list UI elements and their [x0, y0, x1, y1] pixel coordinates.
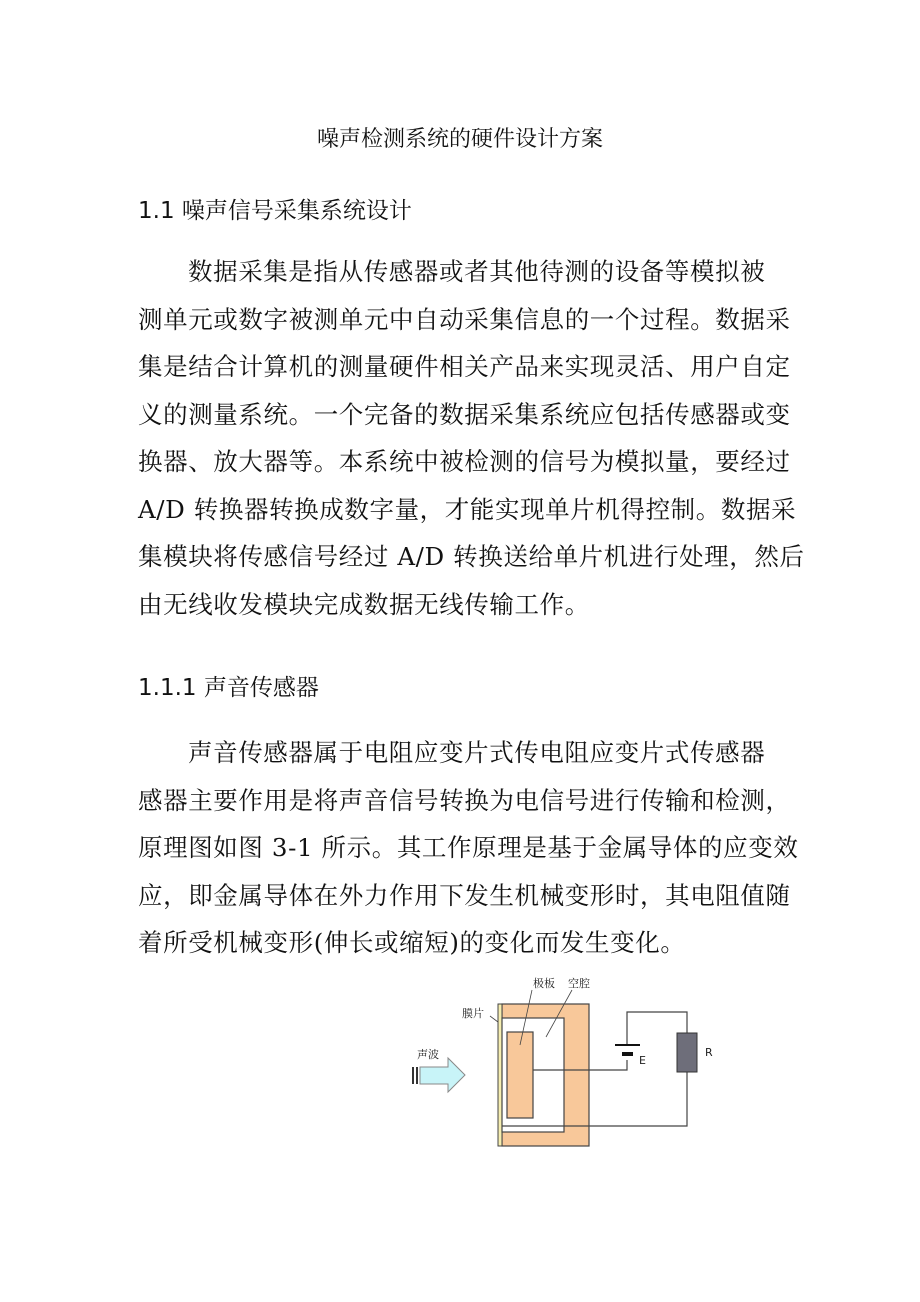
paragraph-line: 集是结合计算机的测量硬件相关产品来实现灵活、用户自定	[138, 352, 791, 381]
document-title: 噪声检测系统的硬件设计方案	[316, 127, 603, 152]
paragraph-line: 由无线收发模块完成数据无线传输工作。	[138, 589, 590, 619]
section-heading: 1.1 噪声信号采集系统设计	[138, 198, 412, 224]
subsection-paragraph	[138, 729, 799, 967]
resistor-label: R	[705, 1046, 713, 1059]
paragraph-line: 应，即金属导体在外力作用下发生机械变形时，其电阻值随	[138, 880, 791, 910]
paragraph-line: 换器、放大器等。本系统中被检测的信号为模拟量，要经过	[138, 447, 791, 476]
paragraph-line: 测单元或数字被测单元中自动采集信息的一个过程。数据采	[138, 304, 791, 334]
cavity-label: 空腔	[568, 977, 590, 990]
paragraph-line: 数据采集是指从传感器或者其他待测的设备等模拟被	[188, 257, 766, 286]
paragraph-line: 义的测量系统。一个完备的数据采集系统应包括传感器或变	[138, 399, 791, 429]
sound-wave-arrow-icon	[412, 1058, 465, 1092]
paragraph-line: 着所受机械变形(伸长或缩短)的变化而发生变化。	[138, 928, 686, 957]
membrane	[498, 1004, 502, 1146]
sound-wave-label: 声波	[417, 1048, 439, 1061]
section-paragraph	[138, 248, 805, 628]
sound-sensor-diagram	[390, 960, 730, 1160]
paragraph-line: 感器主要作用是将声音信号转换为电信号进行传输和检测，	[138, 785, 791, 815]
subsection-heading: 1.1.1 声音传感器	[138, 675, 319, 701]
resistor	[677, 1033, 697, 1072]
plate-label: 极板	[533, 977, 555, 990]
paragraph-line: A/D 转换器转换成数字量，才能实现单片机得控制。数据采	[138, 494, 797, 524]
battery-label: E	[639, 1054, 646, 1067]
membrane-label: 膜片	[462, 1007, 484, 1020]
paragraph-line: 声音传感器属于电阻应变片式传电阻应变片式传感器	[188, 738, 766, 767]
paragraph-line: 集模块将传感信号经过 A/D 转换送给单片机进行处理，然后	[138, 542, 805, 571]
paragraph-line: 原理图如图 3-1 所示。其工作原理是基于金属导体的应变效	[138, 833, 799, 862]
